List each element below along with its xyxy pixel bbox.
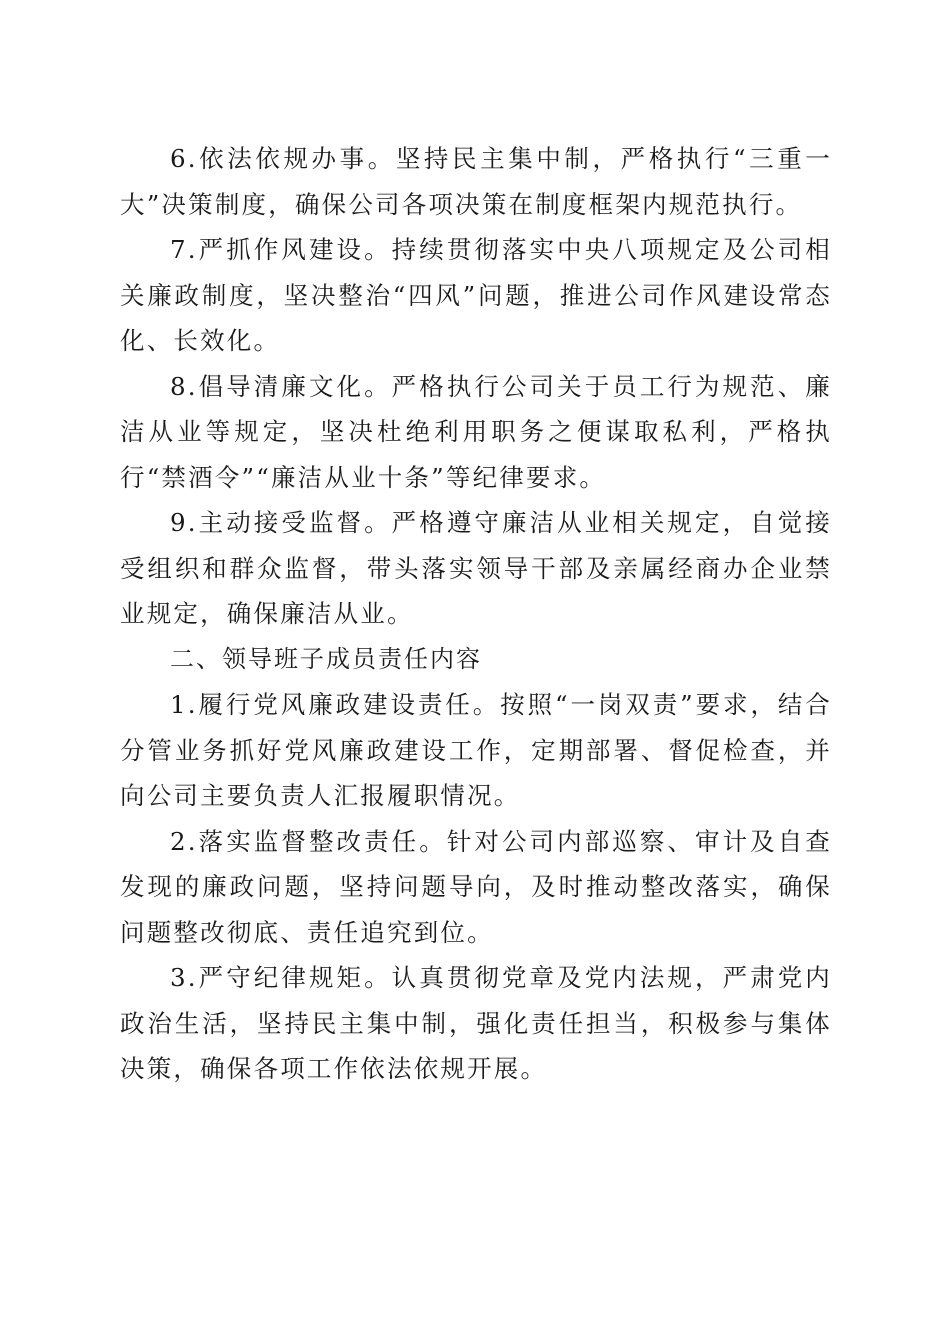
paragraph-duty-2: 2.落实监督整改责任。针对公司内部巡察、审计及自查发现的廉政问题，坚持问题导向，及时推动整改落实，确保问题整改彻底、责任追究到位。	[120, 826, 832, 947]
section-heading: 二、领导班子成员责任内容	[170, 644, 482, 673]
paragraph-item-9: 9.主动接受监督。严格遵守廉洁从业相关规定，自觉接受组织和群众监督，带头落实领导干部及亲属经商办企业禁业规定，确保廉洁从业。	[120, 508, 832, 628]
paragraph-item-7: 7.严抓作风建设。持续贯彻落实中央八项规定及公司相关廉政制度，坚决整治“四风”问题，推进公司作风建设常态化、长效化。	[120, 235, 832, 355]
paragraph-item-8: 8.倡导清廉文化。严格执行公司关于员工行为规范、廉洁从业等规定，坚决杜绝利用职务之便谋取私利，严格执行“禁酒令”“廉洁从业十条”等纪律要求。	[120, 371, 832, 492]
document-body	[120, 136, 832, 1092]
paragraph-item-6: 6.依法依规办事。坚持民主集中制，严格执行“三重一大”决策制度，确保公司各项决策在制度框架内规范执行。	[120, 144, 832, 219]
paragraph-duty-3: 3.严守纪律规矩。认真贯彻党章及党内法规，严肃党内政治生活，坚持民主集中制，强化责任担当，积极参与集体决策，确保各项工作依法依规开展。	[120, 963, 832, 1083]
paragraph-duty-1: 1.履行党风廉政建设责任。按照“一岗双责”要求，结合分管业务抓好党风廉政建设工作，定期部署、督促检查，并向公司主要负责人汇报履职情况。	[120, 690, 832, 810]
